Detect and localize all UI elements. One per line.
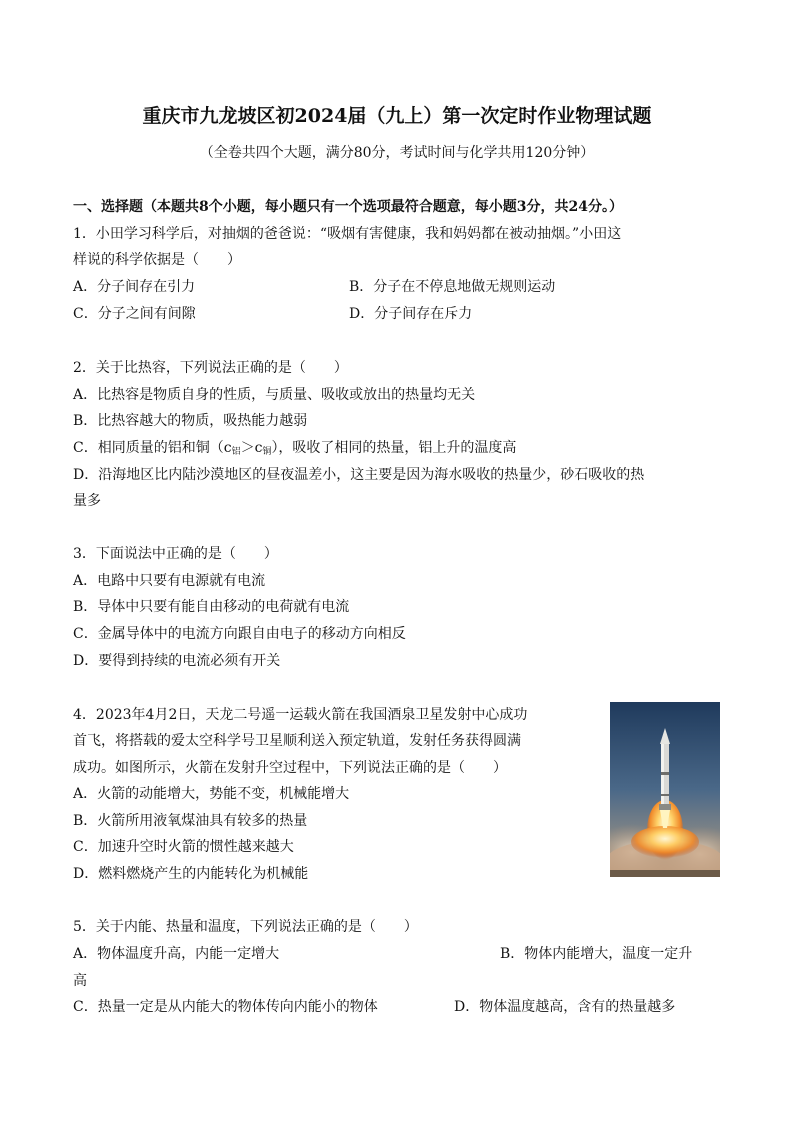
question-5-option-d: D．物体温度越高，含有的热量越多	[454, 999, 676, 1015]
question-2-option-c	[73, 437, 723, 463]
question-4-stem-cont-1: 首飞，将搭载的爱太空科学号卫星顺利送入预定轨道，发射任务获得圆满	[73, 733, 521, 749]
question-5-option-b-cont: 高	[73, 973, 87, 989]
question-3-option-d: D．要得到持续的电流必须有开关	[73, 653, 281, 669]
question-4-stem-cont-2: 成功。如图所示，火箭在发射升空过程中，下列说法正确的是（ ）	[73, 760, 507, 776]
question-1-stem: 1．小田学习科学后，对抽烟的爸爸说：“吸烟有害健康，我和妈妈都在被动抽烟。”小田这	[73, 226, 622, 242]
question-2-option-d: D．沿海地区比内陆沙漠地区的昼夜温差小，这主要是因为海水吸收的热量少，砂石吸收的热	[73, 467, 645, 483]
question-4-option-c: C．加速升空时火箭的惯性越来越大	[73, 839, 294, 855]
exam-title: 重庆市九龙坡区初2024届（九上）第一次定时作业物理试题	[142, 105, 652, 127]
option-c-text-post: ），吸收了相同的热量，铝上升的温度高	[271, 440, 517, 456]
option-c-text-pre: C．相同质量的铝和铜（c	[73, 440, 232, 456]
question-2-option-a: A．比热容是物质自身的性质，与质量、吸收或放出的热量均无关	[73, 387, 476, 403]
question-4-stem: 4．2023年4月2日，天龙二号遥一运载火箭在我国酒泉卫星发射中心成功	[73, 707, 528, 723]
question-4-option-d: D．燃料燃烧产生的内能转化为机械能	[73, 866, 309, 882]
question-1-option-a: A．分子间存在引力	[73, 279, 196, 295]
rocket-launch-image	[610, 702, 720, 877]
rocket-launch-photo	[610, 702, 720, 877]
question-2-option-d-cont: 量多	[73, 493, 101, 509]
subscript-copper: 铜	[262, 447, 272, 457]
question-3-stem: 3．下面说法中正确的是（ ）	[73, 546, 278, 562]
question-4-option-b: B．火箭所用液氧煤油具有较多的热量	[73, 813, 308, 829]
option-c-text-mid: ＞c	[240, 440, 263, 456]
question-1-option-b: B．分子在不停息地做无规则运动	[349, 279, 556, 295]
question-1-stem-cont: 样说的科学依据是（ ）	[73, 252, 241, 268]
question-3-option-c: C．金属导体中的电流方向跟自由电子的移动方向相反	[73, 626, 406, 642]
section-heading: 一、选择题（本题共8个小题，每小题只有一个选项最符合题意，每小题3分，共24分。）	[73, 199, 623, 215]
question-3-option-a: A．电路中只要有电源就有电流	[73, 573, 266, 589]
question-1-option-d: D．分子间存在斥力	[349, 306, 473, 322]
subscript-aluminum: 铝	[231, 447, 241, 457]
question-5-option-b: B．物体内能增大，温度一定升	[500, 946, 693, 962]
question-1-option-c: C．分子之间有间隙	[73, 306, 196, 322]
question-5-option-a: A．物体温度升高，内能一定增大	[73, 946, 280, 962]
question-5-option-c: C．热量一定是从内能大的物体传向内能小的物体	[73, 999, 378, 1015]
question-5-stem: 5．关于内能、热量和温度，下列说法正确的是（ ）	[73, 919, 418, 935]
question-2-stem: 2．关于比热容，下列说法正确的是（ ）	[73, 360, 348, 376]
question-3-option-b: B．导体中只要有能自由移动的电荷就有电流	[73, 599, 350, 615]
exam-subtitle: （全卷共四个大题，满分80分，考试时间与化学共用120分钟）	[199, 145, 595, 161]
question-4-option-a: A．火箭的动能增大，势能不变，机械能增大	[73, 786, 350, 802]
question-2-option-b: B．比热容越大的物质，吸热能力越弱	[73, 413, 308, 429]
